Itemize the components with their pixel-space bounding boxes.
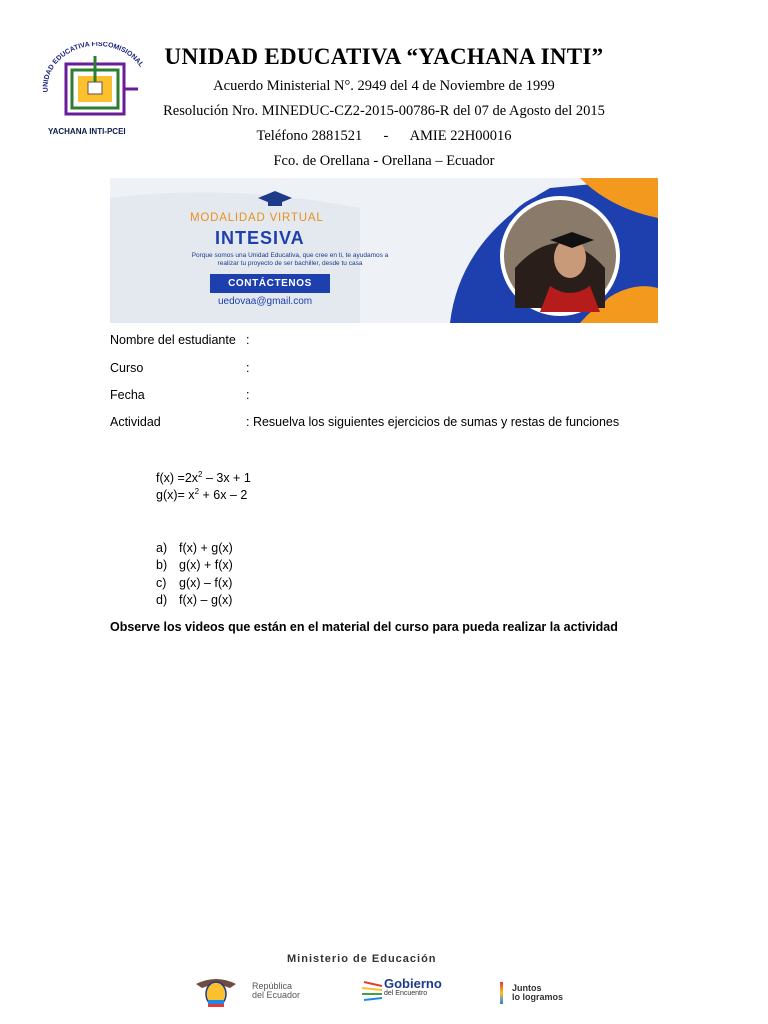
exercise-letter: b) (156, 558, 168, 572)
footer-divider (500, 982, 503, 1004)
function-f-exponent: 2 (198, 470, 203, 479)
banner-headline: INTESIVA (215, 228, 305, 248)
juntos-slogan (512, 984, 563, 1002)
republica-line: República (252, 981, 293, 991)
function-f-suffix: – 3x + 1 (202, 471, 251, 486)
course-label: Curso (110, 361, 144, 375)
contact-line (110, 128, 658, 145)
date-label: Fecha (110, 388, 145, 402)
date-value: : (246, 388, 250, 402)
student-name-value: : (246, 333, 250, 347)
exercise-item (156, 593, 232, 607)
amie-text: AMIE 22H00016 (409, 128, 512, 144)
course-row (110, 361, 249, 375)
phone-text: Teléfono 2881521 (256, 128, 363, 144)
separator: - (383, 128, 389, 144)
exercise-expression: g(x) + f(x) (179, 558, 233, 572)
exercise-item (156, 576, 232, 590)
gobierno-logo (384, 978, 442, 998)
activity-row (110, 415, 619, 429)
date-row (110, 388, 249, 402)
banner-subtitle (130, 252, 450, 268)
activity-value: : Resuelva los siguientes ejercicios de sumas y restas de funciones (246, 415, 620, 429)
school-title: UNIDAD EDUCATIVA “YACHANA INTI” (164, 44, 604, 69)
function-g-exponent: 2 (194, 487, 200, 496)
function-g-suffix: + 6x – 2 (199, 488, 248, 503)
activity-label: Actividad (110, 415, 161, 429)
exercise-item (156, 558, 233, 572)
banner-graphics (110, 178, 658, 323)
exercise-expression: f(x) – g(x) (179, 593, 233, 607)
logo-arc-text: UNIDAD EDUCATIVA FISCOMISIONAL (42, 42, 145, 93)
instruction-note: Observe los videos que están en el material del curso para pueda realizar la actividad (110, 620, 618, 634)
juntos-line: lo logramos (512, 992, 564, 1002)
course-value: : (246, 361, 250, 375)
resolucion-line: Resolución Nro. MINEDUC-CZ2-2015-00786-R del 07 de Agosto del 2015 (163, 103, 605, 119)
banner-subtitle-line: Porque somos una Unidad Educativa, que cree en ti, te ayudamos a (191, 252, 389, 259)
ecuador-shield-icon (194, 976, 238, 1008)
exercise-expression: g(x) – f(x) (179, 576, 233, 590)
contact-button[interactable]: CONTÁCTENOS (210, 274, 330, 293)
acuerdo-line: Acuerdo Ministerial N°. 2949 del 4 de Noviembre de 1999 (213, 78, 555, 94)
ministerio-label: Ministerio de Educación (287, 953, 437, 965)
republica-label (252, 982, 300, 1000)
gobierno-text: Gobierno (384, 976, 442, 991)
logo-caption: YACHANA INTI-PCEI (48, 127, 126, 136)
student-name-label: Nombre del estudiante (110, 333, 236, 347)
function-f (156, 470, 251, 485)
function-g (156, 487, 247, 502)
function-f-prefix: f(x) =2x (156, 471, 199, 486)
function-g-prefix: g(x)= x (156, 488, 195, 503)
banner-subtitle-line: realizar tu proyecto de ser bachiller, desde tu casa (217, 260, 363, 267)
exercise-expression: f(x) + g(x) (179, 541, 233, 555)
exercise-letter: a) (156, 541, 168, 555)
student-name-row (110, 333, 249, 347)
republica-line: del Ecuador (252, 990, 301, 1000)
gobierno-subtext: del Encuentro (384, 990, 428, 997)
exercise-letter: c) (156, 576, 167, 590)
exercise-item (156, 541, 233, 555)
promo-banner (110, 178, 658, 323)
banner-modalidad: MODALIDAD VIRTUAL (190, 212, 324, 224)
juntos-line: Juntos (512, 983, 542, 993)
contact-email[interactable]: uedovaa@gmail.com (218, 296, 313, 307)
exercise-letter: d) (156, 593, 168, 607)
location-line: Fco. de Orellana - Orellana – Ecuador (273, 153, 495, 169)
